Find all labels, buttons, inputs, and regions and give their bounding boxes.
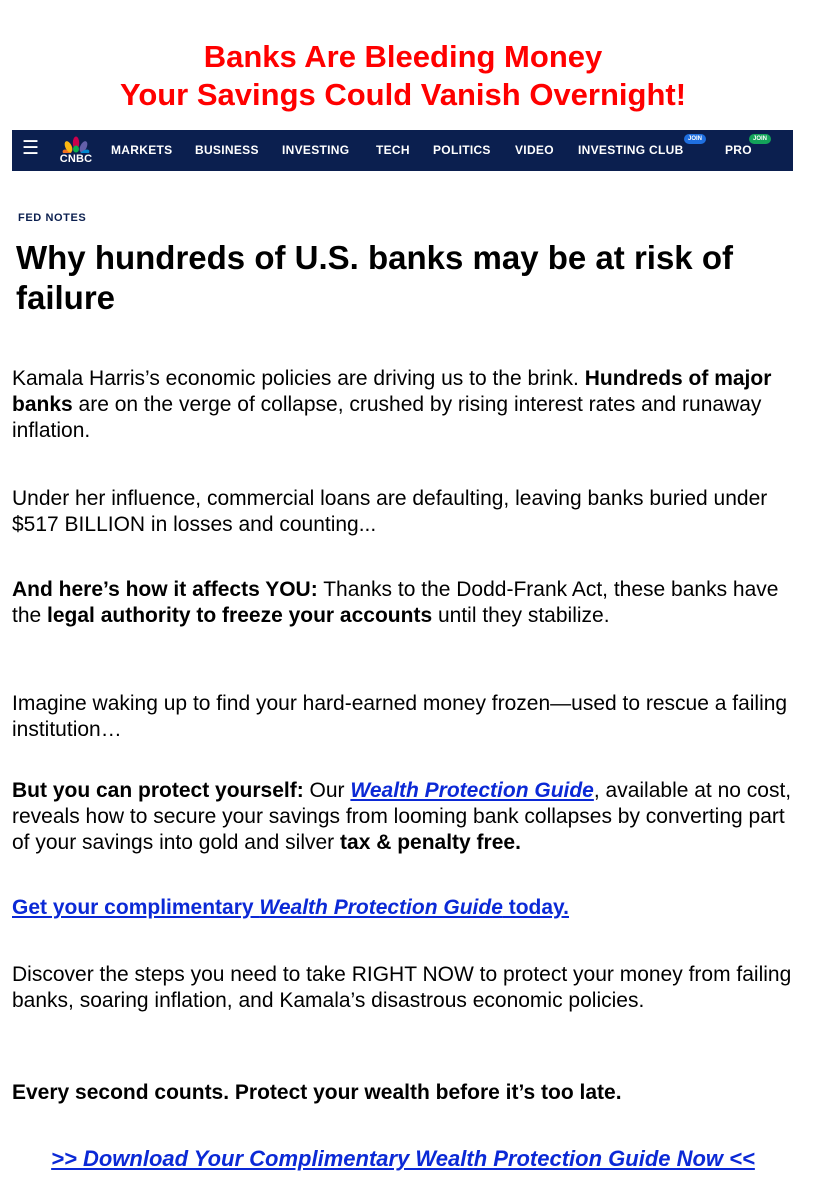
article-title: Why hundreds of U.S. banks may be at risk of failure xyxy=(16,239,733,316)
nav-item-markets[interactable]: MARKETS xyxy=(111,143,173,157)
nav-item-business[interactable]: BUSINESS xyxy=(195,143,259,157)
section-label[interactable]: FED NOTES xyxy=(18,212,87,224)
headline-line-1: Banks Are Bleeding Money xyxy=(203,39,603,74)
paragraph-affects-you: And here’s how it affects YOU: Thanks to the Dodd-Frank Act, these banks have the legal authority to freeze your accounts until they stabilize. xyxy=(12,578,779,627)
peacock-icon xyxy=(60,133,92,153)
hamburger-menu-icon[interactable]: ☰ xyxy=(22,138,40,159)
paragraph-discover: Discover the steps you need to take RIGHT NOW to protect your money from failing banks, soaring inflation, and Kamala’s disastrous economic policies. xyxy=(12,963,792,1012)
cta-link-1-wrap xyxy=(12,895,802,921)
nav-item-pro[interactable]: PRO xyxy=(725,143,752,157)
pro-join-badge[interactable]: JOIN xyxy=(749,134,771,144)
paragraph-intro: Kamala Harris’s economic policies are driving us to the brink. Hundreds of major banks are on the verge of collapse, crushed by rising interest rates and runaway inflation. xyxy=(12,367,772,442)
paragraph-urgency: Every second counts. Protect your wealth before it’s too late. xyxy=(12,1081,622,1104)
get-guide-link[interactable]: Get your complimentary Wealth Protection Guide today. xyxy=(12,896,569,919)
nav-item-investing-club[interactable]: INVESTING CLUB xyxy=(578,143,684,157)
nav-item-politics[interactable]: POLITICS xyxy=(433,143,491,157)
nav-item-investing[interactable]: INVESTING xyxy=(282,143,350,157)
nav-item-video[interactable]: VIDEO xyxy=(515,143,554,157)
cnbc-logo[interactable] xyxy=(52,133,100,169)
club-join-badge[interactable]: JOIN xyxy=(684,134,706,144)
download-guide-link[interactable]: >> Download Your Complimentary Wealth Protection Guide Now << xyxy=(51,1146,755,1171)
guide-link-inline[interactable]: Wealth Protection Guide xyxy=(350,779,594,802)
paragraph-losses: Under her influence, commercial loans are defaulting, leaving banks buried under $517 BILLION in losses and counting... xyxy=(12,487,768,536)
nav-item-tech[interactable]: TECH xyxy=(376,143,410,157)
headline-line-2: Your Savings Could Vanish Overnight! xyxy=(119,77,687,112)
paragraph-protect: But you can protect yourself: Our Wealth Protection Guide, available at no cost, reveals how to secure your savings from looming bank collapses by converting part of your savings into gold and silver tax & penalty free. xyxy=(12,779,792,854)
promo-headline xyxy=(0,38,806,114)
paragraph-imagine: Imagine waking up to find your hard-earned money frozen—used to rescue a failing institution… xyxy=(12,692,788,741)
cta-link-2-wrap xyxy=(0,1145,806,1173)
site-nav-bar xyxy=(12,130,793,171)
logo-wordmark: CNBC xyxy=(59,153,93,165)
